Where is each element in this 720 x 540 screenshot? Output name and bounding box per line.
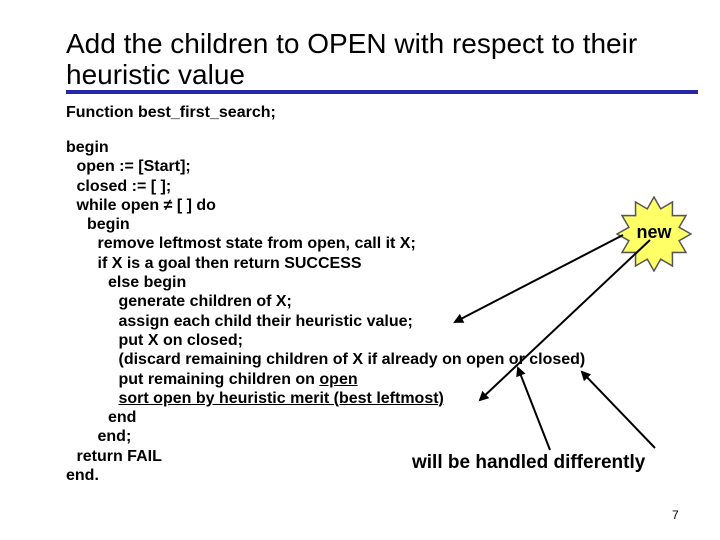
code-underlined-text: sort open by heuristic merit (best leftmost) <box>118 389 444 407</box>
arrow-note-to-discard <box>518 368 550 450</box>
code-text: return FAIL <box>76 447 162 465</box>
code-text: remove leftmost state from open, call it X; <box>97 235 416 253</box>
handled-differently-note: will be handled differently <box>412 452 646 473</box>
code-text: assign each child their heuristic value; <box>118 312 413 330</box>
code-text: generate children of X; <box>118 293 292 311</box>
code-text: begin <box>66 139 109 156</box>
code-text: while open ≠ [ ] do <box>76 196 216 214</box>
code-text: closed := [ ]; <box>76 177 172 195</box>
arrow-note-to-open <box>582 372 655 448</box>
code-text: end. <box>66 467 99 485</box>
arrow-new-to-assign <box>455 235 623 322</box>
code-text: end; <box>97 428 132 446</box>
slide-title: Add the children to OPEN with respect to their heuristic value <box>66 28 638 90</box>
code-text: (discard remaining children of X if already on open or closed) <box>118 351 586 369</box>
code-text: put remaining children on <box>118 370 320 388</box>
code-text: open := [Start]; <box>76 158 191 176</box>
page-number: 7 <box>672 508 679 522</box>
code-text: put X on closed; <box>118 331 243 349</box>
code-text: begin <box>87 216 130 234</box>
function-declaration: Function best_first_search; <box>66 104 276 121</box>
code-underlined-text: open <box>319 370 358 388</box>
code-text: if X is a goal then return SUCCESS <box>97 254 362 272</box>
code-text: end <box>108 409 137 427</box>
code-text: else begin <box>108 274 187 292</box>
new-label: new <box>636 222 672 242</box>
